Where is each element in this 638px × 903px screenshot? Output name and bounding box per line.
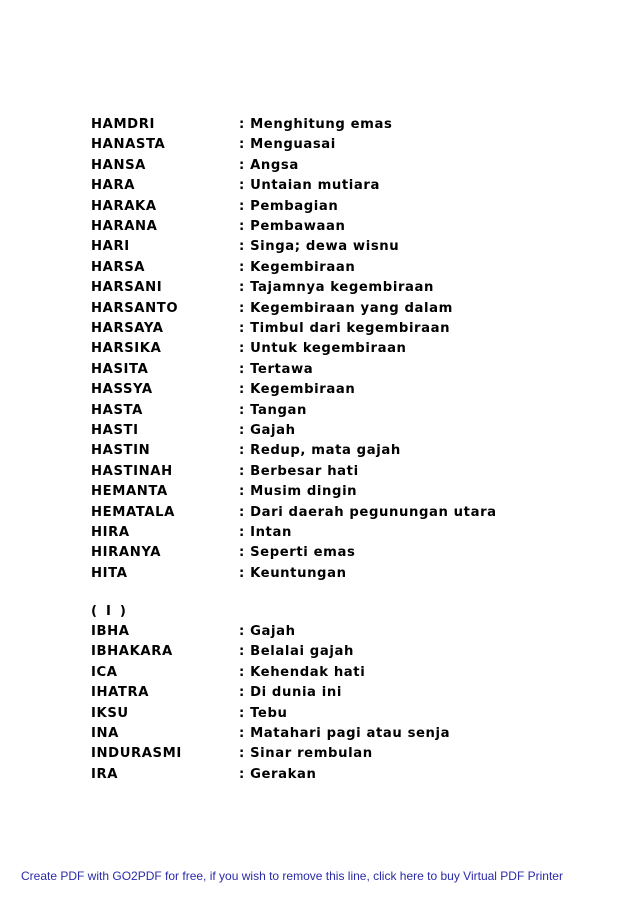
entry-name: HARAKA [91,198,157,214]
entry-name: HASTA [91,402,143,418]
entry-name: HARI [91,239,130,255]
entry-name: HARSANTO [91,300,179,316]
entry-meaning: : Intan [239,525,292,540]
entry-name: HEMANTA [91,484,168,500]
entry-meaning: : Kegembiraan yang dalam [239,300,453,316]
entry-meaning: : Redup, mata gajah [239,443,401,459]
entry-name: INDURASMI [91,746,182,762]
entry-meaning: : Sinar rembulan [239,746,373,762]
entry-name: HITA [91,565,128,581]
entry-name: HASTIN [91,443,151,459]
entry-name: HASITA [91,361,149,377]
entry-name: ICA [91,664,118,680]
entry-name: HIRA [91,525,130,540]
entry-meaning: : Kegembiraan [239,259,356,275]
entry-meaning: : Untaian mutiara [239,178,381,194]
entry-name: HARSAYA [91,321,164,336]
entry-meaning: : Singa; dewa wisnu [239,239,400,255]
entry-meaning: : Tebu [239,705,288,721]
entry-meaning: : Kehendak hati [239,664,366,680]
entry-meaning: : Tangan [239,402,307,418]
entry-meaning: : Gajah [239,423,296,438]
entry-name: HARSA [91,259,146,275]
entry-name: HARA [91,178,136,194]
entry-meaning: : Matahari pagi atau senja [239,726,451,741]
entry-meaning: : Angsa [239,157,299,173]
entry-meaning: : Menguasai [239,137,336,153]
entry-meaning: : Menghitung emas [239,117,393,132]
go2pdf-footer-link[interactable]: Create PDF with GO2PDF for free, if you wish to remove this line, click here to buy Virtual PDF Printer [21,869,563,883]
entry-name: IHATRA [91,685,150,701]
entry-name: HIRANYA [91,545,162,561]
entry-meaning: : Pembawaan [239,219,346,234]
entry-meaning: : Gerakan [239,766,317,782]
entry-name: HAMDRI [91,117,155,132]
entry-name: HARSANI [91,280,163,296]
entry-name: HASSYA [91,382,153,398]
entry-name: HANASTA [91,137,166,153]
entry-meaning: : Keuntungan [239,565,347,581]
entry-name: IRA [91,766,119,782]
entry-meaning: : Tajamnya kegembiraan [239,280,435,296]
entry-meaning: : Berbesar hati [239,463,359,479]
entry-name: HASTINAH [91,463,173,479]
entry-meaning: : Pembagian [239,198,339,214]
entry-meaning: : Di dunia ini [239,685,342,701]
entry-meaning: : Seperti emas [239,545,356,561]
entry-meaning: : Belalai gajah [239,644,354,660]
entry-meaning: : Musim dingin [239,484,358,500]
entry-name: IKSU [91,705,129,721]
entry-meaning: : Kegembiraan [239,382,356,398]
entry-name: HEMATALA [91,504,175,520]
entry-name: HASTI [91,423,139,438]
entry-name: IBHA [91,624,130,639]
entry-name: HANSA [91,157,146,173]
entry-meaning: : Dari daerah pegunungan utara [239,504,497,520]
entry-name: HARANA [91,219,158,234]
entry-meaning: : Gajah [239,624,296,639]
entry-meaning: : Untuk kegembiraan [239,341,407,357]
entry-name: IBHAKARA [91,644,173,660]
entry-meaning: : Tertawa [239,361,314,377]
entry-name: INA [91,726,119,741]
entry-name: HARSIKA [91,341,162,357]
section-heading-i: ( I ) [91,604,129,619]
entry-meaning: : Timbul dari kegembiraan [239,321,451,336]
